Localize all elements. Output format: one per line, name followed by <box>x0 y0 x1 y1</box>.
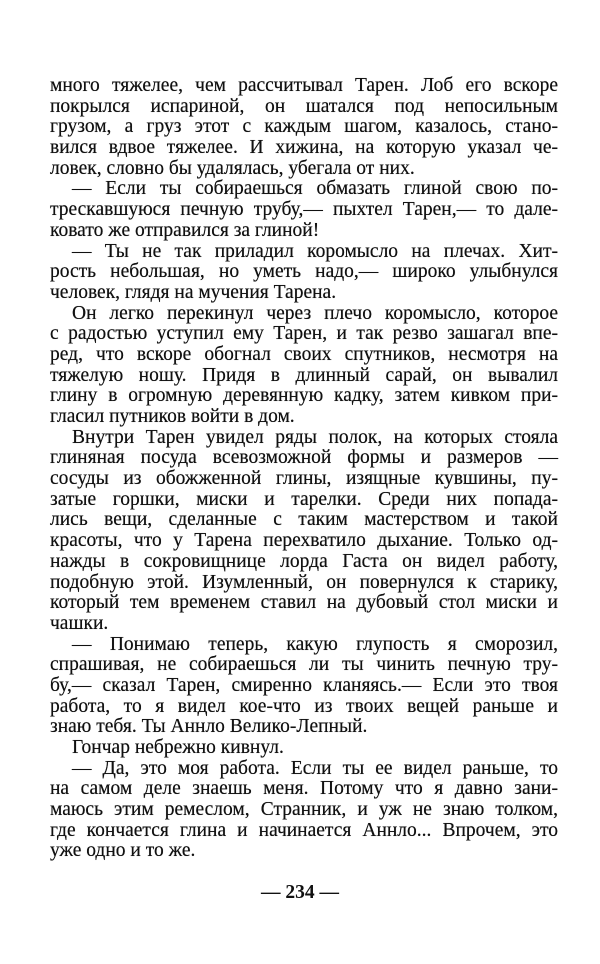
text-line: покрылся испариной, он шатался под непосильным <box>50 95 558 117</box>
paragraph <box>50 76 558 179</box>
text-line: лись вещи, сделанные с таким мастерством и такой <box>50 509 558 531</box>
paragraph <box>50 304 558 428</box>
text-line: ред, что вскоре обогнал своих спутников, несмотря на <box>50 343 558 365</box>
text-line: вился вдвое тяжелее. И хижина, на которую указал че- <box>50 137 558 159</box>
text-line: чашки. <box>50 612 109 634</box>
text-line: тяжелую ношу. Придя в длинный сарай, он вывалил <box>50 364 558 386</box>
text-line: глину в огромную деревянную кадку, затем кивком при- <box>50 385 558 407</box>
text-line: где кончается глина и начинается Аннло... Впрочем, это <box>50 819 558 841</box>
text-line: грузом, а груз этот с каждым шагом, казалось, стано- <box>50 116 558 138</box>
text-line: рость небольшая, но уметь надо,— широко улыбнулся <box>50 261 558 283</box>
text-line: глиняная посуда всевозможной формы и размеров — <box>50 447 558 469</box>
text-line: нажды в сокровищнице лорда Гаста он видел работу, <box>50 550 558 572</box>
page-number: — 234 — <box>261 882 339 903</box>
text-line: знаю тебя. Ты Аннло Велико-Лепный. <box>50 716 368 738</box>
text-line: гласил путников войти в дом. <box>50 406 295 427</box>
text-line: с радостью уступил ему Тарен, и так резво зашагал впе- <box>50 323 558 345</box>
text-line: — Ты не так приладил коромысло на плечах. Хит- <box>72 240 558 262</box>
text-line: ковато же отправился за глиной! <box>50 219 320 241</box>
text-line: маюсь этим ремеслом, Странник, и уж не знаю толком, <box>50 799 558 821</box>
text-line: Он легко перекинул через плечо коромысло, которое <box>72 302 558 324</box>
text-line: затые горшки, миски и тарелки. Среди них попада- <box>50 488 558 510</box>
text-line: уже одно и то же. <box>50 840 196 862</box>
paragraph <box>50 759 558 862</box>
text-line: сосуды из обожженной глины, изящные кувшины, пу- <box>50 468 558 490</box>
text-line: на самом деле знаешь меня. Потому что я давно зани- <box>50 778 558 800</box>
text-line: Внутри Тарен увидел ряды полок, на которых стояла <box>72 426 558 448</box>
paragraph <box>50 428 558 635</box>
paragraph <box>50 179 558 241</box>
text-line: — Если ты собираешься обмазать глиной свою по- <box>72 178 558 200</box>
paragraph <box>50 738 558 759</box>
text-line: много тяжелее, чем рассчитывал Тарен. Лоб его вскоре <box>50 75 558 96</box>
page-body-text <box>50 76 558 862</box>
text-line: подобную этой. Изумленный, он повернулся к старику, <box>50 571 558 593</box>
text-line: трескавшуюся печную трубу,— пыхтел Тарен,— то дале- <box>50 199 558 221</box>
text-line: работа, то я видел кое-что из твоих вещей раньше и <box>50 695 558 717</box>
text-line: спрашивая, не собираешься ли ты чинить печную тру- <box>50 654 558 676</box>
text-line: ловек, словно бы удалялась, убегала от них. <box>50 157 415 179</box>
paragraph <box>50 242 558 304</box>
text-line: красоты, что у Тарена перехватило дыхание. Только од- <box>50 530 558 552</box>
text-line: — Понимаю теперь, какую глупость я сморозил, <box>72 633 558 655</box>
paragraph <box>50 635 558 738</box>
text-line: Гончар небрежно кивнул. <box>72 737 284 758</box>
text-line: бу,— сказал Тарен, смиренно кланяясь.— Если это твоя <box>50 674 558 696</box>
text-line: который тем временем ставил на дубовый стол миски и <box>50 592 558 614</box>
text-line: — Да, это моя работа. Если ты ее видел раньше, то <box>72 757 558 779</box>
text-line: человек, глядя на мучения Тарена. <box>50 281 337 303</box>
